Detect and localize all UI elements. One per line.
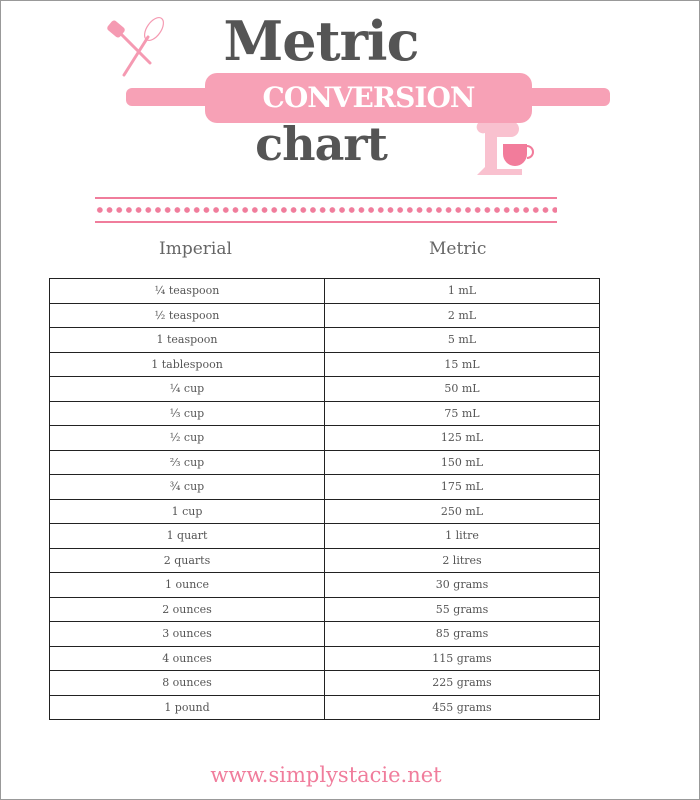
imperial-cell: 1 tablespoon bbox=[50, 352, 325, 377]
metric-cell: 115 grams bbox=[325, 646, 600, 671]
metric-cell: 2 mL bbox=[325, 303, 600, 328]
title-chart: chart bbox=[255, 117, 387, 171]
title-metric: Metric bbox=[223, 9, 419, 73]
metric-cell: 85 grams bbox=[325, 622, 600, 647]
metric-cell: 15 mL bbox=[325, 352, 600, 377]
table-row bbox=[50, 622, 600, 647]
table-row bbox=[50, 524, 600, 549]
imperial-cell: 2 ounces bbox=[50, 597, 325, 622]
imperial-cell: 1 ounce bbox=[50, 573, 325, 598]
imperial-cell: 4 ounces bbox=[50, 646, 325, 671]
imperial-cell: ⅔ cup bbox=[50, 450, 325, 475]
table-row bbox=[50, 597, 600, 622]
metric-cell: 30 grams bbox=[325, 573, 600, 598]
dotted-divider bbox=[95, 197, 557, 223]
table-row bbox=[50, 450, 600, 475]
table-row bbox=[50, 695, 600, 720]
metric-cell: 250 mL bbox=[325, 499, 600, 524]
table-row bbox=[50, 573, 600, 598]
table-row bbox=[50, 646, 600, 671]
imperial-cell: 3 ounces bbox=[50, 622, 325, 647]
metric-cell: 5 mL bbox=[325, 328, 600, 353]
imperial-cell: 1 teaspoon bbox=[50, 328, 325, 353]
imperial-cell: 1 pound bbox=[50, 695, 325, 720]
metric-cell: 2 litres bbox=[325, 548, 600, 573]
imperial-cell: ½ cup bbox=[50, 426, 325, 451]
metric-cell: 455 grams bbox=[325, 695, 600, 720]
column-header-metric: Metric bbox=[429, 239, 487, 259]
metric-cell: 1 mL bbox=[325, 279, 600, 304]
table-row bbox=[50, 401, 600, 426]
table-row bbox=[50, 377, 600, 402]
column-header-imperial: Imperial bbox=[159, 239, 232, 259]
metric-cell: 175 mL bbox=[325, 475, 600, 500]
imperial-cell: ¾ cup bbox=[50, 475, 325, 500]
table-row bbox=[50, 475, 600, 500]
metric-cell: 50 mL bbox=[325, 377, 600, 402]
imperial-cell: ⅓ cup bbox=[50, 401, 325, 426]
footer-url: www.simplystacie.net bbox=[210, 763, 442, 787]
table-row bbox=[50, 328, 600, 353]
imperial-cell: 2 quarts bbox=[50, 548, 325, 573]
imperial-cell: ½ teaspoon bbox=[50, 303, 325, 328]
table-row bbox=[50, 352, 600, 377]
metric-cell: 1 litre bbox=[325, 524, 600, 549]
table-row bbox=[50, 548, 600, 573]
imperial-cell: ¼ cup bbox=[50, 377, 325, 402]
imperial-cell: 1 cup bbox=[50, 499, 325, 524]
table-row bbox=[50, 671, 600, 696]
imperial-cell: ¼ teaspoon bbox=[50, 279, 325, 304]
metric-cell: 75 mL bbox=[325, 401, 600, 426]
imperial-cell: 1 quart bbox=[50, 524, 325, 549]
table-row bbox=[50, 279, 600, 304]
table-row bbox=[50, 303, 600, 328]
table-row bbox=[50, 426, 600, 451]
title-conversion: CONVERSION bbox=[262, 81, 475, 114]
metric-cell: 125 mL bbox=[325, 426, 600, 451]
table-row bbox=[50, 499, 600, 524]
rolling-pin-banner bbox=[126, 73, 610, 121]
imperial-cell: 8 ounces bbox=[50, 671, 325, 696]
metric-cell: 55 grams bbox=[325, 597, 600, 622]
conversion-table bbox=[49, 278, 600, 720]
metric-cell: 150 mL bbox=[325, 450, 600, 475]
metric-cell: 225 grams bbox=[325, 671, 600, 696]
